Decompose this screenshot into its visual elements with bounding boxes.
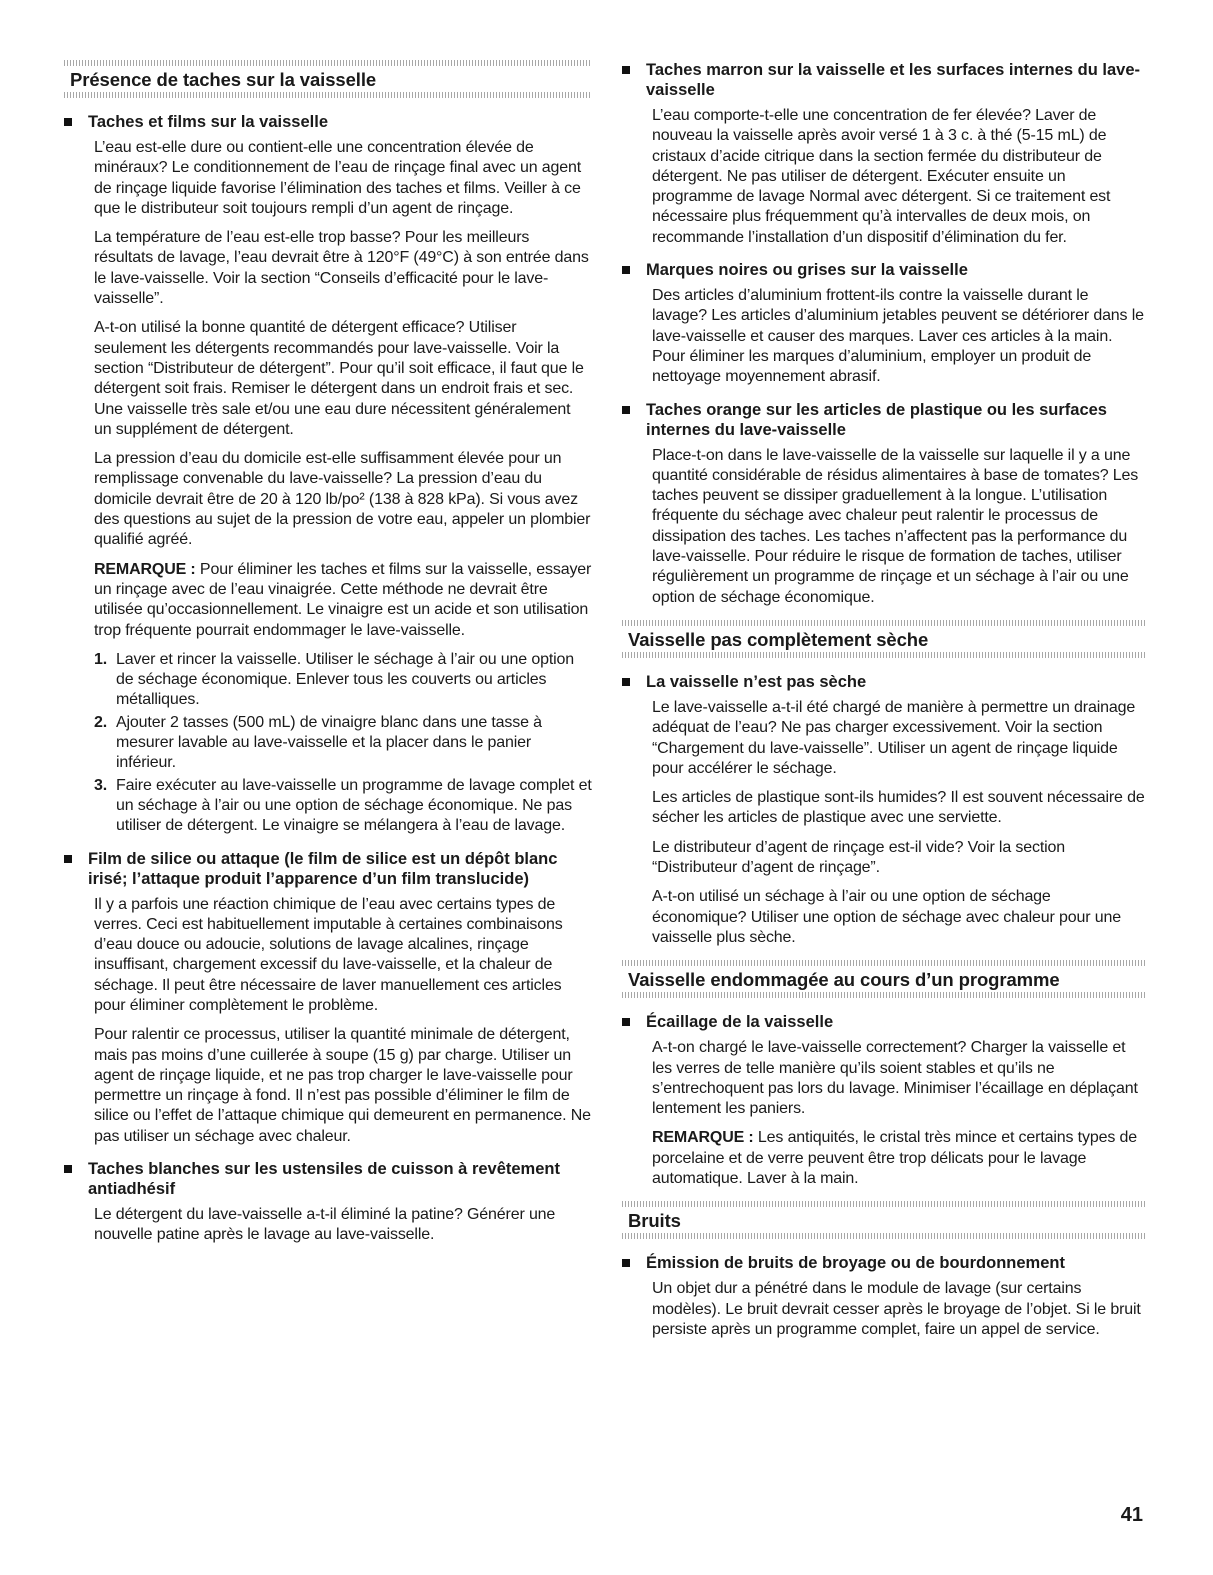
- note-paragraph: [94, 560, 592, 641]
- section-rule-top: [622, 620, 1146, 626]
- note-text: Les antiquités, le cristal très mince et certains types de porcelaine et de verre peuvent être trop délicats pour le lavage automatique. Laver à la main.: [652, 1129, 1137, 1187]
- note-text: Pour éliminer les taches et films sur la vaisselle, essayer un rinçage avec de l’eau vinaigrée. Cette méthode ne devrait être utilisée qu’occasionnellement. Le vinaigre est un acide et son utilisation trop fréquente pourrait endommager le lave-vaisselle.: [94, 560, 592, 639]
- section-title: Vaisselle endommagée au cours d’un programme: [628, 969, 1060, 991]
- item-brown-spots: [622, 60, 1146, 248]
- square-bullet-icon: [64, 118, 72, 126]
- step-text: Ajouter 2 tasses (500 mL) de vinaigre blanc dans une tasse à mesurer lavable au lave-vaisselle et la placer dans le panier inférieur.: [116, 713, 542, 772]
- square-bullet-icon: [622, 66, 630, 74]
- item-silica-film-etching: [64, 849, 592, 1148]
- left-column: [64, 60, 592, 1258]
- item-title: Taches blanches sur les ustensiles de cuisson à revêtement antiadhésif: [88, 1160, 560, 1199]
- paragraph: L’eau comporte-t-elle une concentration de fer élevée? Laver de nouveau la vaisselle après avoir versé 1 à 3 c. à thé (5-15 mL) de cristaux d’acide citrique dans la section fermée du distributeur de détergent. Ne pas utiliser de détergent. Exécuter ensuite un programme de lavage Normal avec détergent. Si ce traitement est nécessaire plus fréquemment qu’à intervalles de deux mois, on recommande l’installation d’un dispositif d’élimination du fer.: [652, 107, 1111, 246]
- paragraph: Le détergent du lave-vaisselle a-t-il éliminé la patine? Générer une nouvelle patine après le lavage au lave-vaisselle.: [94, 1206, 556, 1244]
- section-spots-on-dishes: [64, 60, 592, 98]
- item-title: Marques noires ou grises sur la vaisselle: [646, 261, 968, 280]
- paragraph: Il y a parfois une réaction chimique de l’eau avec certains types de verres. Ceci est habituellement imputable à certaines combinaisons d’eau douce ou adoucie, solutions de lavage alcalines, rinçage insuffisant, chargement excessif du lave-vaisselle, et la chaleur de séchage. Il peut être nécessaire de laver manuellement ces articles pour éliminer complètement le problème.: [94, 895, 563, 1014]
- item-chipping: [622, 1012, 1146, 1189]
- paragraph: L’eau est-elle dure ou contient-elle une concentration élevée de minéraux? Le conditionnement de l’eau de rinçage final avec un agent de rinçage liquide favorise l’élimination des taches et films. Veiller à ce que le distributeur soit toujours rempli d’un agent de rinçage.: [94, 139, 582, 217]
- section-title: Bruits: [628, 1210, 681, 1232]
- paragraph: Place-t-on dans le lave-vaisselle de la vaisselle sur laquelle il y a une quantité considérable de résidus alimentaires à base de tomates? Les taches peuvent se dissiper graduellement à la longue. L’utilisation fréquente du séchage avec chaleur peut ralentir le processus de dissipation des taches. Les taches n’affectent pas la performance du lave-vaisselle. Pour réduire le risque de formation de taches, utiliser régulièrement un programme de rinçage et un séchage à l’air ou une option de séchage économique.: [652, 446, 1139, 606]
- page-number: 41: [1120, 1504, 1143, 1526]
- item-title: Film de silice ou attaque (le film de silice est un dépôt blanc irisé; l’attaque produit l’apparence d’un film translucide): [88, 849, 558, 888]
- item-title: La vaisselle n’est pas sèche: [646, 672, 867, 691]
- section-rule-bottom: [622, 652, 1146, 658]
- paragraph: Pour ralentir ce processus, utiliser la quantité minimale de détergent, mais pas moins d’une cuillerée à soupe (15 g) par charge. Utiliser un agent de rinçage liquide, et ne pas trop charger le lave-vaisselle pour permettre un rinçage à fond. Il n’est pas possible d’éliminer le film de silice ou l’effet de l’attaque chimique qui demeurent en permanence. Ne pas utiliser un séchage avec chaleur.: [94, 1026, 591, 1145]
- item-dishes-not-dry: [622, 672, 1146, 948]
- item-title: Taches marron sur la vaisselle et les surfaces internes du lave-vaisselle: [646, 61, 1141, 99]
- square-bullet-icon: [622, 678, 630, 686]
- section-rule-bottom: [622, 992, 1146, 998]
- paragraph: Le distributeur d’agent de rinçage est-il vide? Voir la section “Distributeur d’agent de rinçage”.: [652, 838, 1066, 877]
- step-text: Faire exécuter au lave-vaisselle un programme de lavage complet et un séchage à l’air ou une option de séchage économique. Ne pas utiliser de détergent. Le vinaigre se mélangera à l’eau de lavage.: [116, 776, 592, 835]
- section-title: Présence de taches sur la vaisselle: [70, 69, 377, 90]
- paragraph: A-t-on utilisé un séchage à l’air ou une option de séchage économique? Utiliser une option de séchage avec chaleur pour une vaisselle plus sèche.: [652, 888, 1121, 946]
- right-column: [622, 60, 1146, 1352]
- paragraph: Des articles d’aluminium frottent-ils contre la vaisselle durant le lavage? Les articles d’aluminium jetables peuvent se détériorer dans le lave-vaisselle et causer des marques. Laver ces articles à la main. Pour éliminer les marques d’aluminium, employer un produit de nettoyage moyennement abrasif.: [652, 287, 1144, 386]
- section-rule-top: [622, 1201, 1146, 1207]
- step-item: [94, 776, 592, 837]
- note-label: REMARQUE :: [652, 1129, 754, 1147]
- step-number: 2.: [94, 713, 108, 731]
- item-grinding-noise: [622, 1253, 1146, 1340]
- item-orange-spots: [622, 400, 1146, 608]
- section-rule-bottom: [622, 1233, 1146, 1239]
- paragraph: La température de l’eau est-elle trop basse? Pour les meilleurs résultats de lavage, l’eau devrait être à 120°F (49°C) à son entrée dans le lave-vaisselle. Voir la section “Conseils d’efficacité pour le lave-vaisselle”.: [94, 229, 589, 308]
- section-noises: [622, 1201, 1146, 1239]
- square-bullet-icon: [622, 1018, 630, 1026]
- item-title: Écaillage de la vaisselle: [646, 1013, 834, 1032]
- square-bullet-icon: [622, 266, 630, 274]
- note-label: REMARQUE :: [94, 560, 196, 578]
- section-rule-top: [64, 60, 592, 66]
- paragraph: A-t-on chargé le lave-vaisselle correctement? Charger la vaisselle et les verres de telle manière qu’ils soient stables et qu’ils ne s’entrechoquent pas lors du lavage. Minimiser l’écaillage en déplaçant lentement les paniers.: [652, 1039, 1138, 1118]
- step-text: Laver et rincer la vaisselle. Utiliser le séchage à l’air ou une option de séchage économique. Enlever tous les couverts ou articles métalliques.: [116, 650, 575, 709]
- paragraph: A-t-on utilisé la bonne quantité de détergent efficace? Utiliser seulement les détergents recommandés pour lave-vaisselle. Voir la section “Distributeur de détergent”. Pour qu’il soit efficace, il faut que le détergent soit frais. Remiser le détergent dans un endroit frais et sec. Une vaisselle très sale et/ou une eau dure nécessitent généralement un supplément de détergent.: [94, 319, 584, 438]
- square-bullet-icon: [622, 1259, 630, 1267]
- item-title: Taches orange sur les articles de plastique ou les surfaces internes du lave-vaisselle: [646, 400, 1107, 439]
- item-spots-and-film: [64, 112, 592, 837]
- section-rule-top: [622, 960, 1146, 966]
- item-title: Émission de bruits de broyage ou de bourdonnement: [646, 1254, 1065, 1273]
- numbered-steps: [94, 650, 592, 837]
- square-bullet-icon: [64, 855, 72, 863]
- paragraph: La pression d’eau du domicile est-elle suffisamment élevée pour un remplissage convenable du lave-vaisselle? La pression d’eau du domicile devrait être de 20 à 120 lb/po² (138 à 828 kPa). Si vous avez des questions au sujet de la pression de votre eau, appeler un plombier qualifié agréé.: [94, 450, 591, 549]
- item-white-spots-nonstick: [64, 1159, 592, 1246]
- step-item: [94, 713, 592, 774]
- square-bullet-icon: [622, 406, 630, 414]
- item-black-gray-marks: [622, 260, 1146, 387]
- step-number: 1.: [94, 650, 108, 668]
- paragraph: Les articles de plastique sont-ils humides? Il est souvent nécessaire de sécher les articles de plastique avec une serviette.: [652, 789, 1145, 827]
- note-paragraph: [652, 1128, 1146, 1189]
- section-title: Vaisselle pas complètement sèche: [628, 628, 929, 650]
- section-rule-bottom: [64, 92, 592, 98]
- section-dishes-not-dry: [622, 620, 1146, 658]
- paragraph: Le lave-vaisselle a-t-il été chargé de manière à permettre un drainage adéquat de l’eau? Ne pas charger excessivement. Voir la section “Chargement du lave-vaisselle”. Utiliser un agent de rinçage liquide pour accélérer le séchage.: [652, 698, 1136, 777]
- paragraph: Un objet dur a pénétré dans le module de lavage (sur certains modèles). Le bruit devrait cesser après le broyage de l’objet. Si le bruit persiste après un programme complet, faire un appel de service.: [652, 1280, 1141, 1338]
- square-bullet-icon: [64, 1165, 72, 1173]
- step-item: [94, 650, 592, 711]
- step-number: 3.: [94, 776, 108, 794]
- section-damaged-dishes: [622, 960, 1146, 998]
- item-title: Taches et films sur la vaisselle: [88, 113, 328, 131]
